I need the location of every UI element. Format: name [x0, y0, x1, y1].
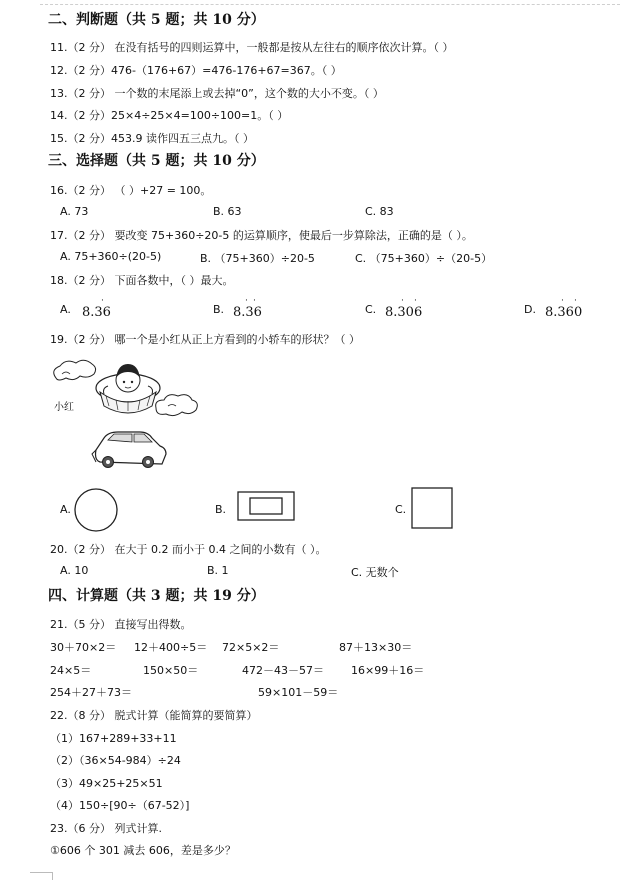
question-14: 14.（2 分）25×4÷25×4=100÷100=1。（ ）: [50, 109, 289, 122]
q21-item: 254＋27＋73＝: [50, 686, 132, 699]
q21-item: 59×101－59＝: [258, 686, 339, 699]
question-22: 22.（8 分） 脱式计算（能简算的要简算）: [50, 709, 258, 722]
q19-option-b-label: B.: [215, 503, 227, 516]
q19-option-c-label: C.: [395, 503, 407, 516]
question-11: 11.（2 分） 在没有括号的四则运算中，一般都是按从左往右的顺序依次计算。（ ）: [50, 41, 454, 54]
q21-item: 87＋13×30＝: [339, 641, 413, 654]
girl-label: 小红: [54, 402, 74, 413]
q17-option-a: A. 75+360÷(20-5): [60, 250, 162, 263]
question-19: 19.（2 分） 哪一个是小红从正上方看到的小轿车的形状？（ ）: [50, 333, 360, 346]
repeat-dot-mark: ·: [253, 296, 256, 306]
q22-item-2: （2）（36×54-984）÷24: [50, 754, 181, 767]
question-13: 13.（2 分） 一个数的末尾添上或去掉“0”，这个数的大小不变。（ ）: [50, 87, 384, 100]
q17-option-c: C. （75+360）÷（20-5）: [355, 252, 493, 265]
section-heading-calculation: 四、计算题（共 3 题；共 19 分）: [48, 588, 265, 604]
repeat-dot-mark: ·: [245, 296, 248, 306]
q21-item: 72×5×2＝: [222, 641, 280, 654]
q18-option-a-value: 8.36: [82, 305, 111, 320]
question-16: 16.（2 分） （ ）+27 = 100。: [50, 184, 212, 197]
q20-option-c: C. 无数个: [351, 566, 399, 579]
repeat-dot-mark: ·: [561, 296, 564, 306]
q19-option-a-label: A.: [60, 503, 71, 516]
q21-item: 472－43－57＝: [242, 664, 324, 677]
q22-item-1: （1）167+289+33+11: [50, 732, 177, 745]
repeat-dot-mark: ·: [101, 296, 104, 306]
q17-option-b: B. （75+360）÷20-5: [200, 252, 315, 265]
q22-item-3: （3）49×25+25×51: [50, 777, 163, 790]
question-12: 12.（2 分）476-（176+67）=476-176+67=367。（ ）: [50, 64, 342, 77]
q21-item: 12＋400÷5＝: [134, 641, 208, 654]
q21-item: 16×99＋16＝: [351, 664, 425, 677]
q21-item: 30＋70×2＝: [50, 641, 117, 654]
q19-option-a-circle-shape: [72, 486, 120, 534]
q20-option-a: A. 10: [60, 564, 89, 577]
q18-option-b-label: B.: [213, 303, 225, 316]
q20-option-b: B. 1: [207, 564, 229, 577]
q18-option-b-value: 8.36: [233, 305, 262, 320]
q23-item-1: ①606 个 301 减去 606，差是多少？: [50, 844, 236, 857]
header-divider: [40, 4, 620, 5]
repeat-dot-mark: ·: [574, 296, 577, 306]
question-17: 17.（2 分） 要改变 75+360÷20-5 的运算顺序，使最后一步算除法，正确的是（ ）。: [50, 229, 473, 242]
section-heading-choice: 三、选择题（共 5 题；共 10 分）: [48, 153, 265, 169]
question-15: 15.（2 分）453.9 读作四五三点九。（ ）: [50, 132, 254, 145]
q18-option-a-label: A.: [60, 303, 71, 316]
q22-item-4: （4）150÷[90÷（67-52）]: [50, 799, 190, 812]
page-corner-mark: [52, 872, 53, 880]
question-23: 23.（6 分） 列式计算.: [50, 822, 162, 835]
q21-item: 150×50＝: [143, 664, 199, 677]
q18-option-c-label: C.: [365, 303, 377, 316]
q21-item: 24×5＝: [50, 664, 92, 677]
q16-option-b: B. 63: [213, 205, 242, 218]
q18-option-c-value: 8.306: [385, 305, 423, 320]
page-corner-mark: [30, 872, 52, 873]
question-18: 18.（2 分） 下面各数中，（ ）最大。: [50, 274, 234, 287]
section-heading-judgement: 二、判断题（共 5 题；共 10 分）: [48, 12, 265, 28]
question-21: 21.（5 分） 直接写出得数。: [50, 618, 192, 631]
q16-option-c: C. 83: [365, 205, 394, 218]
repeat-dot-mark: ·: [401, 296, 404, 306]
q18-option-d-value: 8.360: [545, 305, 583, 320]
q19-option-c-square-shape: [410, 486, 456, 532]
balloon-car-illustration: [48, 356, 208, 476]
q19-option-b-rectangle-shape: [236, 490, 298, 524]
question-20: 20.（2 分） 在大于 0.2 而小于 0.4 之间的小数有（ ）。: [50, 543, 327, 556]
q18-option-d-label: D.: [524, 303, 536, 316]
q16-option-a: A. 73: [60, 205, 89, 218]
repeat-dot-mark: ·: [414, 296, 417, 306]
